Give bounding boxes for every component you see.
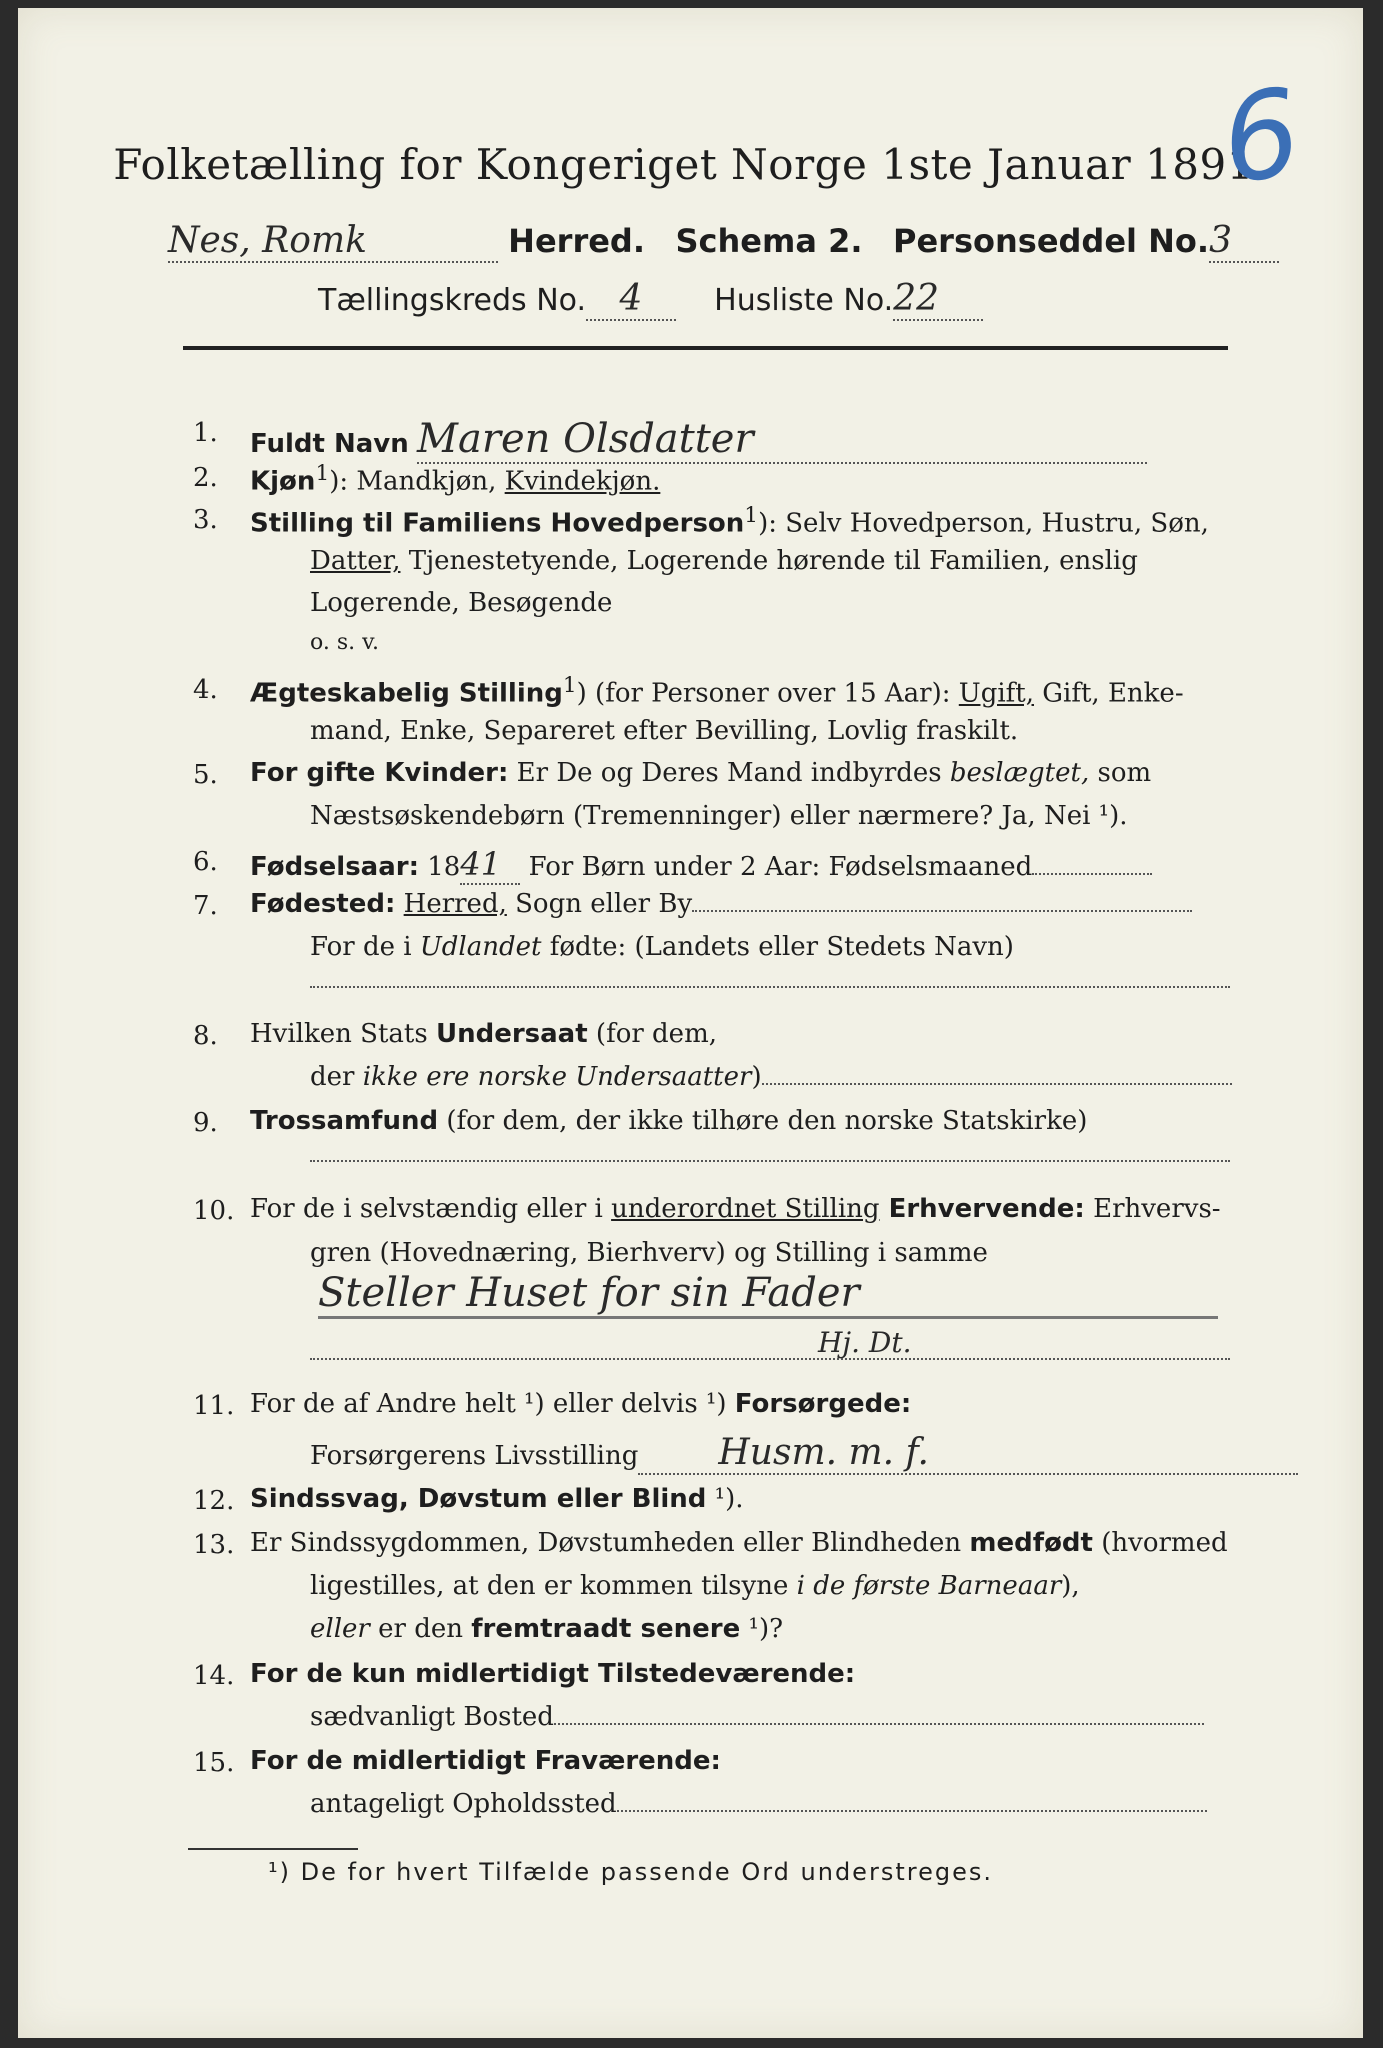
probable-residence-label: antageligt Opholdssted: [310, 1789, 617, 1819]
item-number: 1.: [193, 418, 218, 448]
footnote-ref: 1: [744, 503, 759, 528]
occupation-value-2: Hj. Dt.: [818, 1326, 912, 1359]
usual-residence-label: sædvanligt Bosted: [310, 1702, 554, 1732]
citizenship-value: [762, 1083, 1232, 1085]
related-word: beslægtet,: [949, 758, 1090, 788]
married-women-label: For gifte Kvinder:: [250, 758, 509, 788]
abroad-prefix: For de i: [310, 932, 420, 962]
item-12: [250, 1484, 744, 1514]
religion-label: Trossamfund: [250, 1106, 439, 1136]
occupation-prefix: For de i selvstændig eller i: [250, 1194, 612, 1224]
occupation-label: Erhvervende:: [879, 1194, 1085, 1224]
birth-month-label: For Børn under 2 Aar: Fødselsmaaned: [520, 852, 1033, 882]
marital-status-label: Ægteskabelig Stilling: [250, 678, 563, 709]
item-number: 7.: [193, 891, 218, 921]
birthplace-value: [692, 910, 1192, 912]
supported-label: Forsørgede:: [734, 1389, 912, 1419]
item-number: 8.: [193, 1021, 218, 1051]
abroad-word: Udlandet: [419, 932, 542, 962]
item-8-line-2: [310, 1062, 1232, 1092]
birthplace-selected: Herred,: [403, 889, 507, 919]
item-number: 12.: [193, 1486, 235, 1516]
congenital-prefix: Er Sindssygdommen, Døvstumheden eller Blindheden: [250, 1528, 970, 1558]
supporter-value: Husm. m. f.: [638, 1432, 1298, 1475]
footnote-ref: 1: [562, 673, 577, 698]
item-number: 4.: [193, 675, 218, 705]
birth-year-prefix: 18: [419, 852, 461, 882]
item-number: 14.: [193, 1661, 235, 1691]
item-number: 15.: [193, 1748, 235, 1778]
item-number: 9.: [193, 1108, 218, 1138]
occupation-value: Steller Huset for sin Fader: [318, 1270, 1218, 1319]
birth-year-label: Fødselsaar:: [250, 852, 419, 882]
item-9: [250, 1106, 1087, 1136]
item-7: [250, 889, 1192, 919]
citizenship-note: (for dem,: [587, 1019, 717, 1049]
schema-label: Schema 2.: [675, 222, 863, 260]
header-rule: [183, 346, 1228, 350]
item-10-line-2: gren (Hovednæring, Bierhverv) og Stilling i samme: [310, 1238, 988, 1268]
footnote-rule: [188, 1848, 358, 1850]
item-14: [250, 1659, 855, 1689]
spacer: [395, 889, 403, 919]
header-line-kreds: [318, 278, 983, 321]
sex-selected: Kvindekjøn.: [504, 466, 661, 497]
birth-year-value: 41: [460, 845, 520, 885]
or-word: eller: [310, 1614, 370, 1644]
religion-note: (for dem, der ikke tilhøre den norske Statskirke): [438, 1106, 1088, 1136]
footnote-ref: ¹)?: [740, 1614, 784, 1644]
corner-number: 6: [1213, 63, 1309, 212]
marital-status-options: Gift, Enke-: [1034, 678, 1184, 709]
item-13-line-2: [310, 1571, 1080, 1601]
congenital-label: medfødt: [969, 1528, 1093, 1558]
item-3-line-2: [310, 546, 1138, 576]
footnote-ref: 1: [315, 461, 330, 486]
supported-prefix: For de af Andre helt ¹) eller delvis ¹): [250, 1389, 735, 1419]
item-number: 11.: [193, 1391, 235, 1421]
citizenship-line2-prefix: der: [310, 1062, 363, 1092]
temporary-absent-label: For de midlertidigt Fraværende:: [250, 1746, 721, 1776]
item-14-line-2: [310, 1702, 1204, 1732]
item-13: [250, 1528, 1228, 1558]
married-women-question: Er De og Deres Mand indbyrdes: [508, 758, 950, 788]
item-number: 3.: [193, 505, 218, 535]
item-number: 6.: [193, 847, 218, 877]
congenital-line2-end: ),: [1061, 1571, 1080, 1601]
congenital-line2-prefix: ligestilles, at den er kommen tilsyne: [310, 1571, 797, 1601]
supporter-label: Forsørgerens Livsstilling: [310, 1441, 639, 1471]
item-10-blank-line: [310, 1348, 1230, 1360]
citizenship-line2-italic: ikke ere norske Undersaatter: [362, 1062, 752, 1092]
usual-residence-value: [554, 1723, 1204, 1725]
personseddel-value: 3: [1209, 220, 1279, 263]
item-11: [250, 1389, 911, 1419]
item-6: [250, 845, 1152, 885]
item-8: [250, 1019, 717, 1049]
item-number: 13.: [193, 1530, 235, 1560]
footnote: ¹) De for hvert Tilfælde passende Ord understreges.: [268, 1858, 993, 1886]
full-name-label: Fuldt Navn: [250, 429, 409, 459]
herred-label: Herred.: [508, 222, 645, 260]
item-number: 2.: [193, 463, 218, 493]
family-position-selected: Datter,: [310, 546, 401, 576]
item-5-line-2: Næstsøskendebørn (Tremenninger) eller nærmere? Ja, Nei ¹).: [310, 801, 1128, 831]
occupation-suffix: Erhvervs-: [1084, 1194, 1221, 1224]
citizenship-line2-end: ): [751, 1062, 762, 1092]
header-line-herred: [168, 220, 1279, 263]
item-13-line-3: [310, 1614, 783, 1644]
birthplace-options: Sogn eller By: [506, 889, 693, 919]
item-1: [250, 416, 1147, 464]
item-2: [250, 461, 660, 497]
item-11-line-2: [310, 1432, 1298, 1475]
personseddel-label: Personseddel No.: [893, 222, 1210, 260]
item-7-line-2: [310, 932, 1014, 962]
form-title: Folketælling for Kongeriget Norge 1ste Januar 1891.: [113, 140, 1268, 189]
birth-month-value: [1032, 873, 1152, 875]
item-3-line-3: Logerende, Besøgende: [310, 588, 613, 618]
item-number: 5.: [193, 760, 218, 790]
item-3-line-4: o. s. v.: [310, 630, 379, 655]
item-3: [250, 503, 1209, 539]
abroad-suffix: fødte: (Landets eller Stedets Navn): [541, 932, 1014, 962]
taellingskreds-label: Tællingskreds No.: [318, 283, 586, 318]
congenital-line3-text: er den: [369, 1614, 472, 1644]
item-10: [250, 1194, 1221, 1224]
husliste-label: Husliste No.: [714, 283, 894, 318]
sex-label: Kjøn: [250, 466, 316, 497]
congenital-suffix: (hvormed: [1092, 1528, 1228, 1558]
citizenship-prefix: Hvilken Stats: [250, 1019, 436, 1049]
disability-label: Sindssvag, Døvstum eller Blind: [250, 1484, 707, 1514]
marital-status-selected: Ugift,: [958, 678, 1034, 709]
husliste-value: 22: [893, 278, 983, 321]
birthplace-label: Fødested:: [250, 889, 396, 919]
taellingskreds-value: 4: [586, 278, 676, 321]
later-label: fremtraadt senere: [471, 1614, 741, 1644]
herred-value: Nes, Romk: [168, 220, 498, 263]
full-name-value: Maren Olsdatter: [417, 416, 1147, 464]
occupation-selected: underordnet Stilling: [611, 1194, 880, 1224]
citizenship-label: Undersaat: [435, 1019, 588, 1049]
item-4-line-2: mand, Enke, Separeret efter Bevilling, Lovlig fraskilt.: [310, 716, 1019, 746]
item-15: [250, 1746, 721, 1776]
item-4: [250, 673, 1184, 709]
item-9-blank-line: [310, 1150, 1230, 1162]
census-form: [18, 8, 1363, 2038]
item-7-blank-line: [310, 976, 1230, 988]
item-number: 10.: [193, 1196, 235, 1226]
family-position-options: ): Selv Hovedperson, Hustru, Søn,: [758, 508, 1209, 539]
married-women-question-end: som: [1089, 758, 1152, 788]
congenital-line2-italic: i de første Barneaar: [796, 1571, 1062, 1601]
footnote-ref: ¹).: [706, 1484, 744, 1514]
probable-residence-value: [617, 1810, 1207, 1812]
family-position-options-2: Tjenestetyende, Logerende hørende til Familien, enslig: [400, 546, 1138, 576]
item-5: [250, 758, 1151, 788]
marital-status-note: ) (for Personer over 15 Aar):: [576, 678, 959, 709]
temporary-present-label: For de kun midlertidigt Tilstedeværende:: [250, 1659, 856, 1689]
sex-options: ): Mandkjøn,: [329, 466, 505, 497]
family-position-label: Stilling til Familiens Hovedperson: [250, 508, 745, 539]
item-15-line-2: [310, 1789, 1207, 1819]
